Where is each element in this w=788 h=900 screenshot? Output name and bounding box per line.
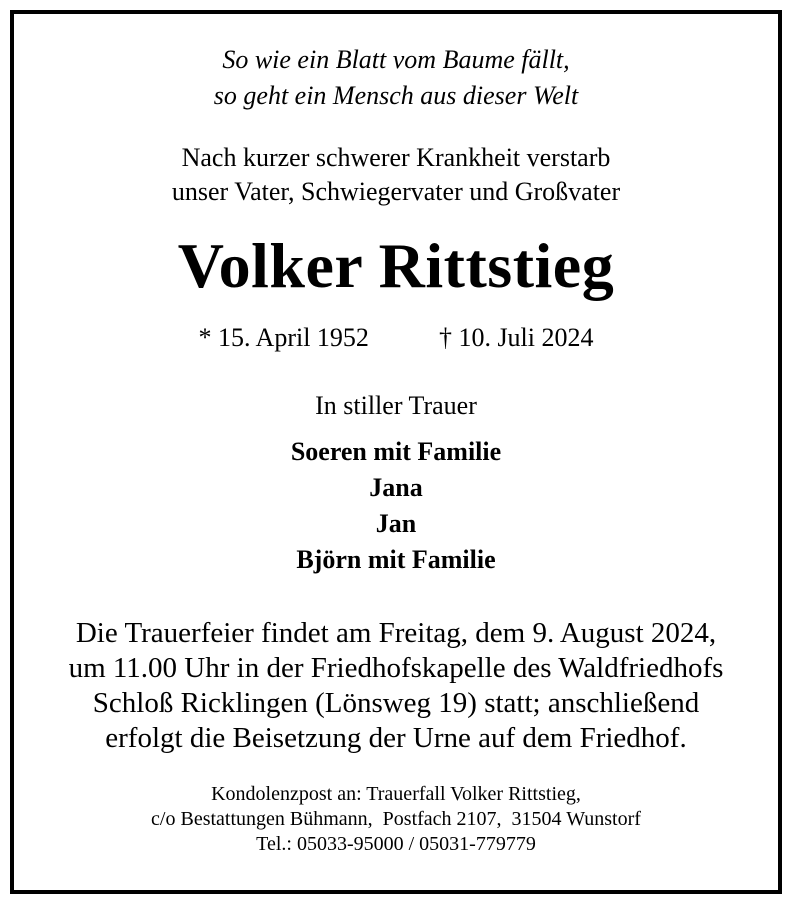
funeral-line-2: um 11.00 Uhr in der Friedhofskapelle des Waldfriedhofs	[68, 652, 724, 684]
family-member-1: Soeren mit Familie	[290, 437, 502, 466]
birth-date: * 15. April 1952	[198, 323, 369, 352]
mourning-phrase: In stiller Trauer	[315, 391, 477, 420]
funeral-line-4: erfolgt die Beisetzung der Urne auf dem Friedhof.	[105, 722, 687, 754]
life-dates	[14, 322, 778, 354]
contact-line-1: Kondolenzpost an: Trauerfall Volker Rittstieg,	[211, 783, 581, 805]
family-member-2: Jana	[369, 473, 423, 502]
family-member-3: Jan	[375, 509, 417, 538]
motto-line-1: So wie ein Blatt vom Baume fällt,	[222, 45, 570, 74]
intro-line-1: Nach kurzer schwerer Krankheit verstarb	[181, 143, 611, 172]
deceased-name: Volker Rittstieg	[177, 230, 615, 301]
contact-line-3: Tel.: 05033-95000 / 05031-779779	[256, 833, 536, 855]
contact-line-2: c/o Bestattungen Bühmann, Postfach 2107, 31504 Wunstorf	[151, 808, 641, 830]
obituary-notice	[10, 10, 782, 894]
family-member-4: Björn mit Familie	[296, 545, 496, 574]
intro-line-2: unser Vater, Schwiegervater und Großvater	[171, 177, 621, 206]
motto-line-2: so geht ein Mensch aus dieser Welt	[213, 81, 579, 110]
funeral-line-3: Schloß Ricklingen (Lönsweg 19) statt; anschließend	[92, 687, 700, 719]
funeral-line-1: Die Trauerfeier findet am Freitag, dem 9. August 2024,	[75, 617, 717, 649]
death-date: † 10. Juli 2024	[438, 323, 594, 352]
